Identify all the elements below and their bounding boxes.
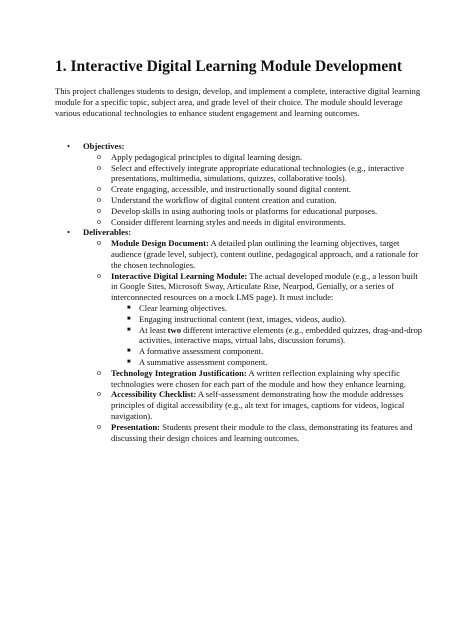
square-bullet-marker: ■ xyxy=(127,315,131,322)
requirement-text: Clear learning objectives. xyxy=(139,302,228,313)
deliverables-heading: Deliverables: xyxy=(83,227,132,238)
sub-list-item xyxy=(55,346,425,357)
bullet-marker: • xyxy=(67,227,71,238)
deliverable-label: Accessibility Checklist: xyxy=(111,389,197,400)
requirement-text: A summative assessment component. xyxy=(139,356,268,367)
list-item xyxy=(55,238,425,270)
sub-list-item xyxy=(55,325,425,347)
deliverable-text: Students present their module to the class, demonstrating its features and discussing their design choices and learning outcomes. xyxy=(111,421,413,443)
deliverable-text: A written reflection explaining why specific technologies were chosen for each part of the module and how they enhance learning. xyxy=(111,367,406,389)
sub-list-item xyxy=(55,314,425,325)
bullet-marker: o xyxy=(97,184,101,194)
square-bullet-marker: ■ xyxy=(127,358,131,365)
requirement-text: A formative assessment component. xyxy=(139,346,264,357)
deliverable-text: A detailed plan outlining the learning objectives, target audience (grade level, subject), content outline, pedagogical approach, and a rationale for the chosen technologies. xyxy=(111,238,419,270)
bullet-marker: o xyxy=(97,151,101,161)
outline-list xyxy=(55,141,425,443)
bullet-marker: o xyxy=(97,389,101,399)
bullet-marker: o xyxy=(97,238,101,248)
list-item xyxy=(55,368,425,390)
deliverable-label: Technology Integration Justification: xyxy=(111,367,247,378)
list-item xyxy=(55,389,425,421)
objective-text: Create engaging, accessible, and instructionally sound digital content. xyxy=(111,184,352,195)
objective-text: Apply pedagogical principles to digital learning design. xyxy=(111,151,303,162)
bullet-marker: o xyxy=(97,367,101,377)
list-item xyxy=(55,195,425,206)
bullet-marker: o xyxy=(97,205,101,215)
deliverable-text: The actual developed module (e.g., a lesson built in Google Sites, Microsoft Sway, Articulate Rise, Nearpod, Genially, or a series of interconnected resources on a mock LMS page). It must include: xyxy=(111,270,418,303)
page-title: 1. Interactive Digital Learning Module Development xyxy=(55,58,402,75)
objective-text: Understand the workflow of digital content creation and curation. xyxy=(111,194,337,205)
list-item xyxy=(55,184,425,195)
bullet-marker: o xyxy=(97,162,101,172)
deliverable-label: Presentation: xyxy=(111,421,161,432)
sub-list-item xyxy=(55,357,425,368)
objective-text: Develop skills in using authoring tools or platforms for educational purposes. xyxy=(111,205,378,216)
deliverable-label: Module Design Document: xyxy=(111,238,209,249)
bullet-marker: o xyxy=(97,421,101,431)
list-item xyxy=(55,422,425,444)
bullet-marker: o xyxy=(97,270,101,280)
objective-text: Select and effectively integrate appropriate educational technologies (e.g., interactive presentations, multimedia, simulations, quizzes, collaborative tools). xyxy=(111,162,405,184)
requirement-text: At least xyxy=(139,324,168,335)
deliverable-label: Interactive Digital Learning Module: xyxy=(111,270,248,281)
square-bullet-marker: ■ xyxy=(127,326,131,333)
sub-list-item xyxy=(55,303,425,314)
list-item xyxy=(55,163,425,185)
requirement-emphasis: two xyxy=(167,324,182,335)
bullet-marker: o xyxy=(97,216,101,226)
square-bullet-marker: ■ xyxy=(127,348,131,355)
requirement-text: different interactive elements (e.g., embedded quizzes, drag-and-drop activities, interactive maps, virtual labs, discussion forums). xyxy=(139,324,423,346)
intro-paragraph: This project challenges students to design, develop, and implement a complete, interactive digital learning module for a specific topic, subject area, and grade level of their choice. The module should leverage various educational technologies to enhance student engagement and learning outcomes. xyxy=(55,86,421,118)
deliverable-text: A self-assessment demonstrating how the module addresses principles of digital accessibility (e.g., alt text for images, captions for videos, logical navigation). xyxy=(111,389,405,421)
objectives-heading: Objectives: xyxy=(83,141,125,151)
objective-text: Consider different learning styles and needs in digital environments. xyxy=(111,216,346,227)
list-item xyxy=(55,206,425,217)
deliverables-section xyxy=(55,227,425,238)
bullet-marker: • xyxy=(67,141,71,151)
bullet-marker: o xyxy=(97,194,101,204)
list-item xyxy=(55,217,425,228)
requirement-text: Engaging instructional content (text, images, videos, audio). xyxy=(139,313,347,324)
square-bullet-marker: ■ xyxy=(127,304,131,311)
objectives-section xyxy=(55,141,425,152)
list-item xyxy=(55,152,425,163)
list-item xyxy=(55,271,425,303)
